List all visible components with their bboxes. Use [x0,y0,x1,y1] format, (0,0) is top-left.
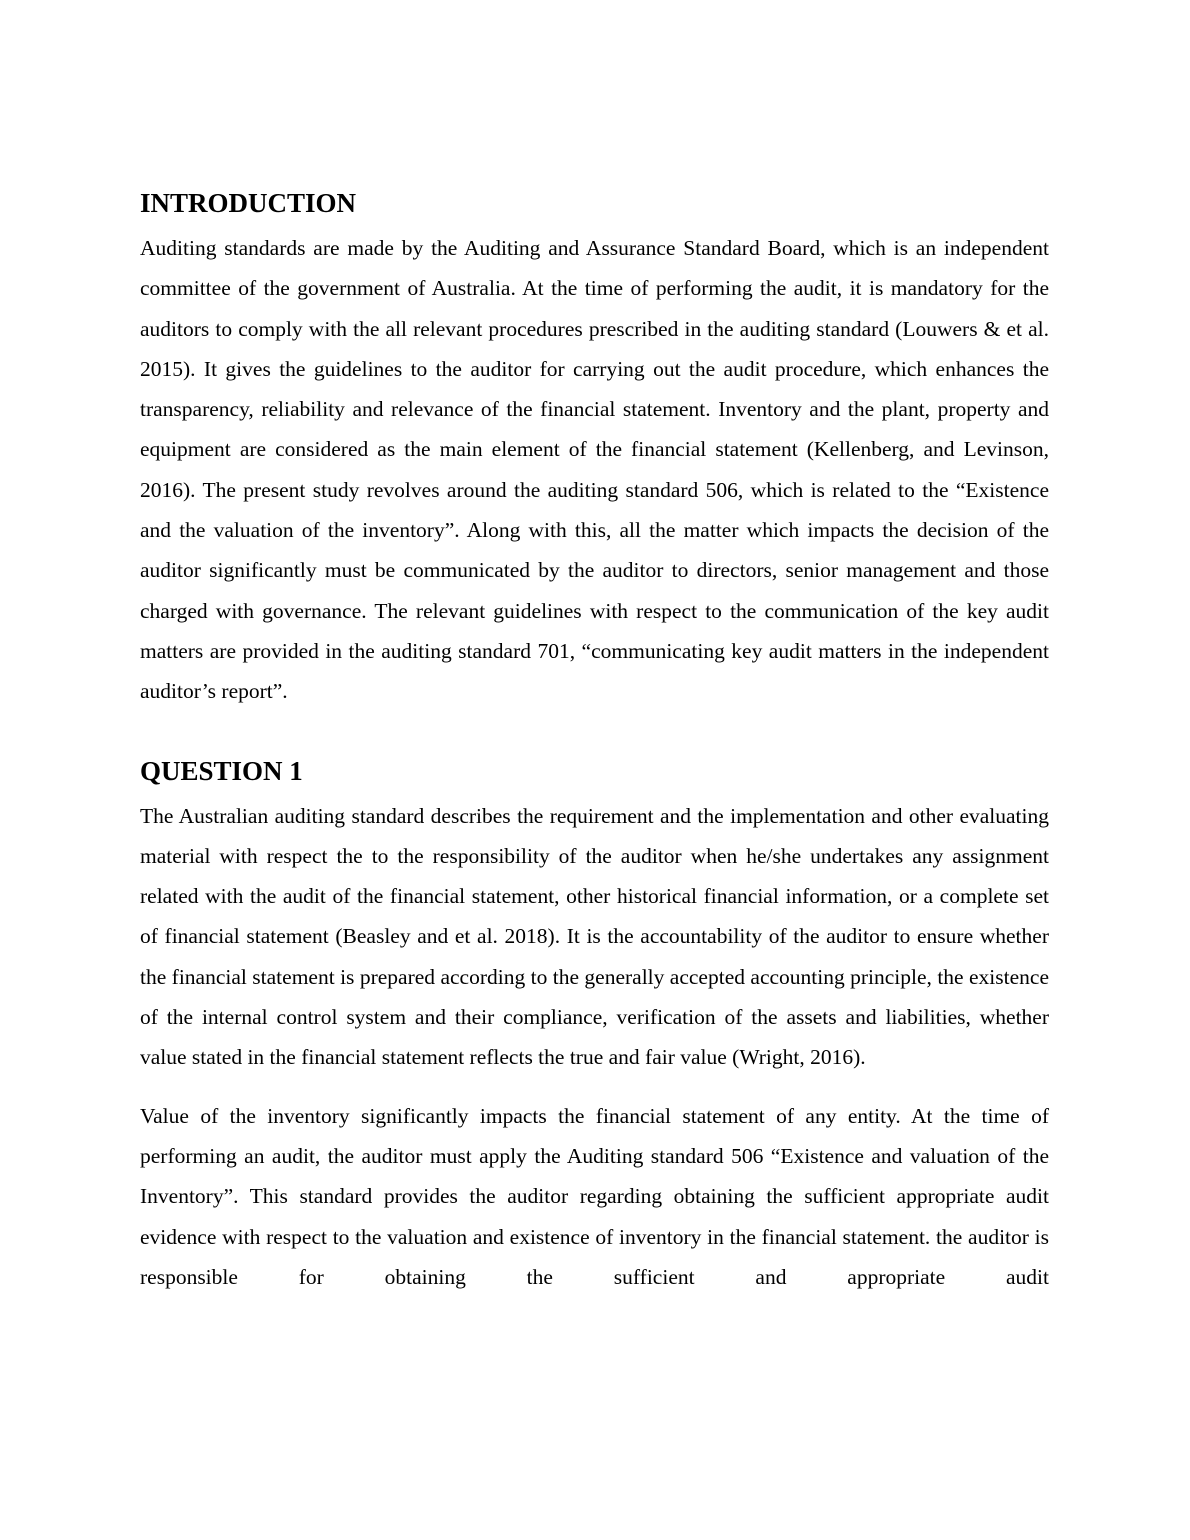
document-body [140,186,1049,1297]
section-question-1 [140,754,1049,1298]
question-1-paragraph-1: The Australian auditing standard describes the requirement and the implementation and other evaluating material with respect the to the responsibility of the auditor when he/she undertakes any assignment related with the audit of the financial statement, other historical financial information, or a complete set of financial statement (Beasley and et al. 2018). It is the accountability of the auditor to ensure whether the financial statement is prepared according to the generally accepted accounting principle, the existence of the internal control system and their compliance, verification of the assets and liabilities, whether value stated in the financial statement reflects the true and fair value (Wright, 2016). [140,803,1049,1070]
introduction-heading: INTRODUCTION [140,188,357,218]
paragraph-spacer [140,1078,1049,1096]
question-1-heading: QUESTION 1 [140,755,303,786]
section-spacer [140,712,1049,754]
question-1-paragraph-2: Value of the inventory significantly impacts the financial statement of any entity. At the time of performing an audit, the auditor must apply the Auditing standard 506 “Existence and valuation of the Inventory”. This standard provides the auditor regarding obtaining the sufficient appropriate audit evidence with respect to the valuation and existence of inventory in the financial statement. the auditor is responsible for obtaining the sufficient and appropriate audit [140,1103,1049,1289]
introduction-paragraph: Auditing standards are made by the Auditing and Assurance Standard Board, which is an independent committee of the government of Australia. At the time of performing the audit, it is mandatory for the auditors to comply with the all relevant procedures prescribed in the auditing standard (Louwers & et al. 2015). It gives the guidelines to the auditor for carrying out the audit procedure, which enhances the transparency, reliability and relevance of the financial statement. Inventory and the plant, property and equipment are considered as the main element of the financial statement (Kellenberg, and Levinson, 2016). The present study revolves around the auditing standard 506, which is related to the “Existence and the valuation of the inventory”. Along with this, all the matter which impacts the decision of the auditor significantly must be communicated by the auditor to directors, senior management and those charged with governance. The relevant guidelines with respect to the communication of the key audit matters are provided in the auditing standard 701, “communicating key audit matters in the independent auditor’s report”. [140,236,1049,704]
section-introduction [140,186,1049,712]
